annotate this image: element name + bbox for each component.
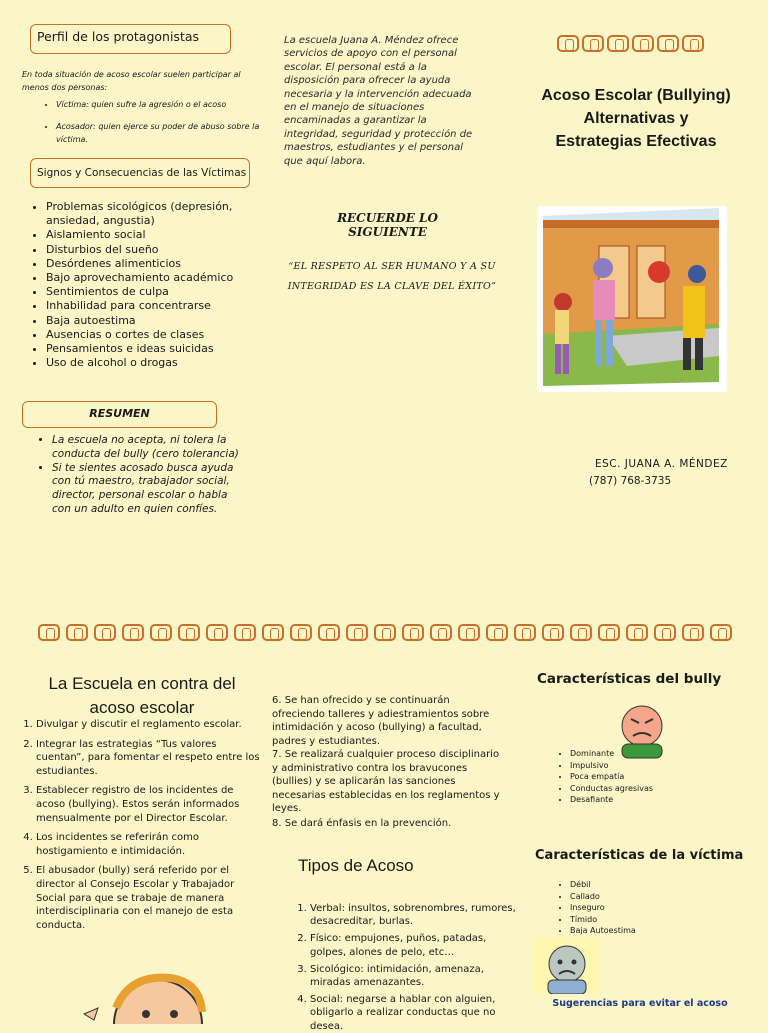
signo-item: • Aislamiento social (46, 228, 286, 242)
resumen-title-box (22, 401, 217, 428)
bully-list (544, 748, 750, 806)
resumen-item: • Si te sientes acosado busca ayuda con tú maestro, trabajador social, director, personal escolar o habla con un adulto en quien confíes. (52, 462, 242, 517)
bully-item: • Dominante (570, 748, 750, 760)
sad-face-clipart (534, 938, 600, 994)
resumen-item: • La escuela no acepta, ni tolera la conducta del bully (cero tolerancia) (52, 434, 242, 462)
signo-item: • Problemas sicológicos (depresión, ansiedad, angustia) (46, 200, 286, 228)
signo-item: • Ausencias o cortes de clases (46, 328, 286, 342)
signo-item: • Inhabilidad para concentrarse (46, 299, 286, 313)
quote-text: “EL RESPETO AL SER HUMANO Y A SU INTEGRIDAD ES LA CLAVE DEL ÉXITO” (287, 261, 497, 292)
recuerde-title: RECUERDE LO SIGUIENTE (337, 211, 438, 239)
signos-title-box (30, 158, 250, 188)
signo-item: • Pensamientos e ideas suicidas (46, 342, 286, 356)
role-item: • Víctima: quien sufre la agresión o el acoso (56, 98, 288, 111)
victima-item: • Tímido (570, 914, 750, 926)
chain-decoration-top (557, 35, 704, 52)
mid-item-8: 8. Se dará énfasis en la prevención. (272, 818, 452, 829)
bully-item: • Desafiante (570, 794, 750, 806)
bully-item: • Conductas agresivas (570, 783, 750, 795)
escuela-item: 1. Divulgar y discutir el reglamento escolar. (36, 718, 264, 732)
resumen-title: RESUMEN (89, 407, 150, 420)
signo-item: • Desórdenes alimenticios (46, 257, 286, 271)
victima-title: Características de la víctima (535, 848, 744, 863)
brochure-title: Acoso Escolar (Bullying) Alternativas y Estrategias Efectivas (541, 87, 731, 150)
escuela-item: 5. El abusador (bully) será referido por el director al Consejo Escolar y Trabajador Social para que se trabaje de manera interdisciplinaria con el manejo de esta conducta. (36, 864, 264, 932)
school-illustration (537, 206, 727, 392)
escuela-item: 2. Integrar las estrategias “Tus valores cuentan”, para fomentar el respeto entre los estudiantes. (36, 738, 264, 779)
victima-item: • Baja Autoestima (570, 925, 750, 937)
perfil-title-box (30, 24, 231, 54)
tipos-list (288, 902, 518, 1033)
signo-item: • Disturbios del sueño (46, 243, 286, 257)
victima-item: • Callado (570, 891, 750, 903)
sugerencias-heading: Sugerencias para evitar el acoso (552, 998, 728, 1009)
escuela-item: 4. Los incidentes se referirán como hostigamiento e intimidación. (36, 831, 264, 858)
resumen-list (26, 434, 242, 517)
tipos-title: Tipos de Acoso (298, 856, 414, 875)
tipo-item: 3. Sicológico: intimidación, amenaza, miradas amenazantes. (310, 963, 518, 989)
escuela-item: 3. Establecer registro de los incidentes de acoso (bullying). Estos serán informados mensualmente por el Director Escolar. (36, 784, 264, 825)
tipo-item: 2. Físico: empujones, puños, patadas, golpes, alones de pelo, etc… (310, 932, 518, 958)
child-clipart (80, 968, 220, 1024)
signo-item: • Uso de alcohol o drogas (46, 356, 286, 370)
bully-item: • Impulsivo (570, 760, 750, 772)
escuela-list (14, 718, 264, 932)
role-item: • Acosador: quien ejerce su poder de abuso sobre la víctima. (56, 120, 288, 146)
mid-item-7: 7. Se realizará cualquier proceso disciplinario y administrativo contra los bravucones (bullies) y se aplicarán las sanciones necesarias establecidas en los reglamentos y leyes. (272, 749, 500, 815)
bully-title: Características del bully (537, 671, 722, 687)
roles-list (30, 98, 288, 146)
tipo-item: 1. Verbal: insultos, sobrenombres, rumores, desacreditar, burlas. (310, 902, 518, 928)
services-text: La escuela Juana A. Méndez ofrece servicios de apoyo con el personal escolar. El personal está a la disposición para ofrecer la ayuda necesaria y la intervención adecuada en el manejo de situaciones encaminadas a garantizar la integridad, seguridad y protección de maestros, estudiantes y el personal que aquí labora. (284, 35, 473, 167)
mid-item-6: 6. Se han ofrecido y se continuarán ofreciendo talleres y adiestramientos sobre intimidación y acoso (bullying) a facultad, padres y estudiantes. (272, 695, 490, 747)
escuela-title: La Escuela en contra del acoso escolar (48, 674, 236, 717)
school-name: ESC. JUANA A. MÉNDEZ (595, 458, 728, 470)
signo-item: • Baja autoestima (46, 314, 286, 328)
victima-list (544, 879, 750, 937)
chain-decoration-divider (38, 624, 732, 641)
signo-item: • Sentimientos de culpa (46, 285, 286, 299)
perfil-intro: En toda situación de acoso escolar suelen participar al menos dos personas: (22, 70, 241, 92)
signos-list (20, 200, 286, 370)
tipo-item: 4. Social: negarse a hablar con alguien, obligarlo a realizar conductas que no desea. (310, 993, 518, 1033)
signos-title: Signos y Consecuencias de las Víctimas (37, 167, 247, 179)
bully-item: • Poca empatía (570, 771, 750, 783)
school-phone: (787) 768-3735 (589, 475, 672, 487)
signo-item: • Bajo aprovechamiento académico (46, 271, 286, 285)
perfil-title: Perfil de los protagonistas (37, 29, 200, 44)
victima-item: • Inseguro (570, 902, 750, 914)
victima-item: • Débil (570, 879, 750, 891)
